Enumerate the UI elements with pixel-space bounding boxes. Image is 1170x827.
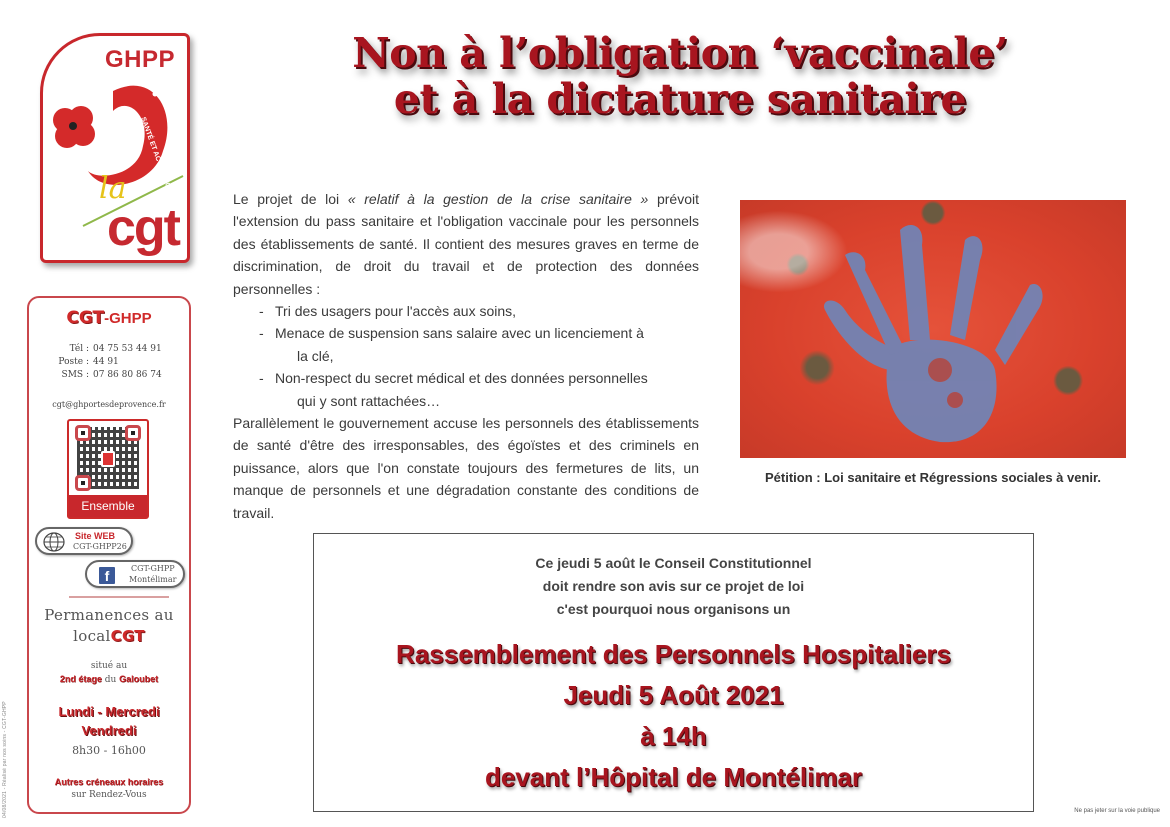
contact-sidebar [27,296,191,814]
office-days: Lundi - Mercredi Vendredi [58,704,160,738]
footer-note: Ne pas jeter sur la voie publique [1074,808,1160,814]
article-body [233,188,699,524]
qr-finder-icon [75,475,91,491]
sms-number[interactable]: 07 86 80 86 74 [93,370,162,380]
extension-number: 44 91 [93,357,119,367]
event-intro: Ce jeudi 5 août le Conseil Constitutionnel doit rendre son avis sur ce projet de loi c'est pourquoi nous organisons un [535,555,812,617]
measures-list [233,300,699,412]
email-link[interactable]: cgt@ghportesdeprovence.fr [52,400,166,409]
facebook-badge[interactable]: f CGT-GHPP Montélimar [85,560,185,588]
list-item: - Tri des usagers pour l'accès aux soins, [259,300,699,322]
list-item: - Menace de suspension sans salaire avec un licenciement à la clé, [259,322,699,367]
office-location: situé au 2nd étage du Galoubet [59,661,159,685]
divider [69,596,169,598]
intro-paragraph: Le projet de loi « relatif à la gestion de la crise sanitaire » prévoit l'extension du pass sanitaire et l'obligation vaccinale pour les personnels des établissements de santé. Il contient des mesures graves en terme de discrimination, de droit du travail et de protection des données personnelles : [233,191,699,297]
event-time: à 14h [640,721,707,751]
permanences-heading: Permanences au localCGT [44,606,174,645]
list-item: - Non-respect du secret médical et des données personnelles qui y sont rattachées… [259,367,699,412]
logo-la-text: la [99,171,127,206]
qr-label: Ensemble [69,495,147,517]
contact-phone: Tél : 04 75 53 44 91 [69,344,162,354]
print-footer-note: 04/08/2021 - Réalisé par nos soins - CGT-GHPP [2,701,8,818]
logo-ghpp-text: GHPP [104,46,175,73]
qr-finder-icon [125,425,141,441]
contact-list [47,343,162,382]
office-hours: 8h30 - 16h00 [72,744,146,757]
event-date: Jeudi 5 Août 2021 [563,680,784,710]
website-badge[interactable]: Site WEB CGT-GHPP26 [35,527,133,555]
event-announcement [313,533,1034,812]
qr-finder-icon [75,425,91,441]
handprint-icon [740,200,1126,458]
event-title: Rassemblement des Personnels Hospitaliers [396,639,951,669]
facebook-icon: f [99,567,115,584]
other-slots-note: Autres créneaux horaires sur Rendez-Vous [54,777,164,800]
cgt-ghpp-logo [40,33,190,263]
sidebar-title: CGT-GHPP [66,308,152,328]
contact-extension: Poste : 44 91 [58,357,119,367]
contact-sms: SMS : 07 86 80 86 74 [61,370,162,380]
qr-logo-icon [101,451,115,467]
qr-code[interactable] [67,419,149,519]
globe-icon [42,532,66,552]
logo-cgt-text: cgt [107,199,179,257]
handprint-photo [740,200,1126,458]
phone-number[interactable]: 04 75 53 44 91 [93,344,162,354]
second-paragraph: Parallèlement le gouvernement accuse les personnels des établissements de santé d'être des irresponsables, des égoïstes et des criminels en puissance, alors que l'on constate toujours des fermetures de lits, un manque de personnels et une dégradation constante des conditions de travail. [233,415,699,521]
event-details [314,634,1033,798]
svg-text:SANTÉ ET ACTION SOCIALE: SANTÉ ET ACTION SOCIALE [139,116,179,210]
event-location: devant l’Hôpital de Montélimar [484,762,863,792]
page-title: Non à l’obligation ‘vaccinale’ et à la dictature sanitaire [352,29,1008,123]
photo-caption: Pétition : Loi sanitaire et Régressions sociales à venir. [765,470,1101,485]
